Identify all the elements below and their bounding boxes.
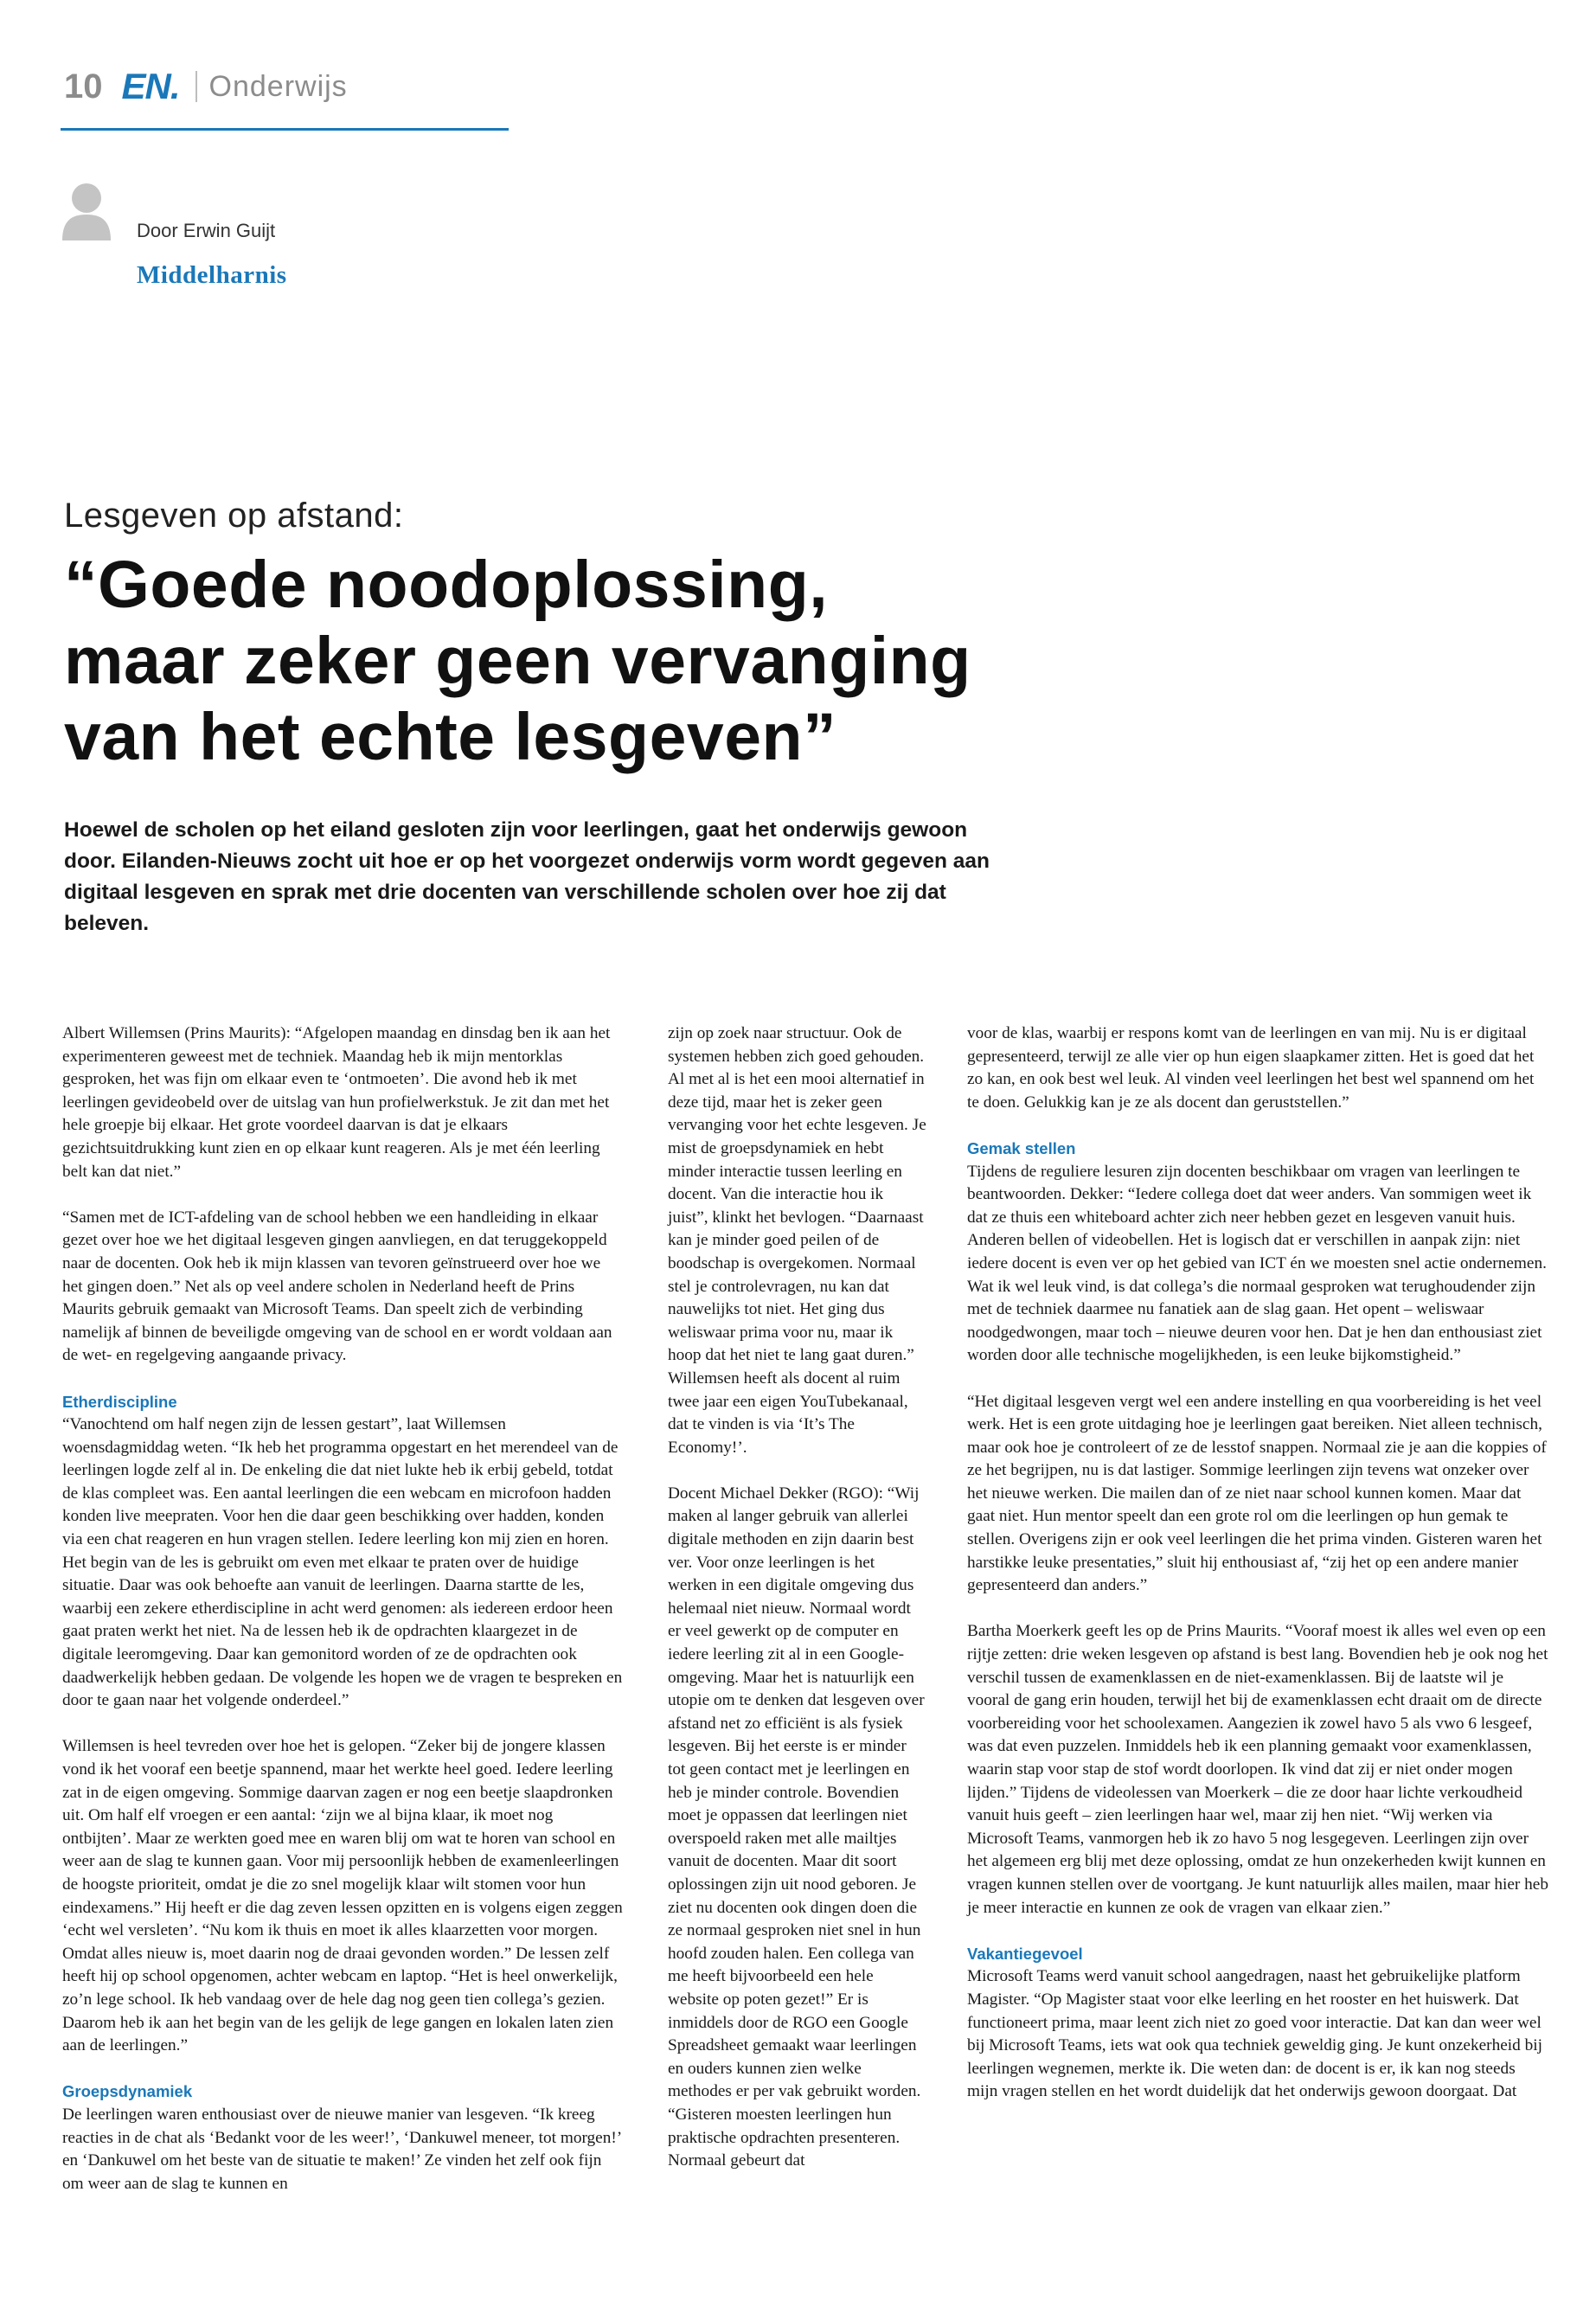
paragraph: “Het digitaal lesgeven vergt wel een andere instelling en qua voorbereiding is het veel werk. Het is een grote uitdaging hoe je leerlingen gaat bereiken. Niet alleen technisch, maar ook hoe je controleert of ze de lesstof snappen. Normaal zie je aan die koppies of ze het begrijpen, nu is dat lastiger. Sommige leerlingen zijn tevens wat onzeker over het nieuwe werken. Die mailen dan of ze niet naar school kunnen komen. Maar dat gaat niet. Hun mentor speelt dan een grote rol om die leerlingen op hun gemak te stellen. Overigens zijn er ook veel leerlingen die het prima vinden. Gisteren waren het harstikke leuke presentaties,” sluit hij enthousiast af, “zij het op een andere manier gepresenteerd dan anders.” <box>967 1392 1547 1595</box>
headline-line: maar zeker geen vervanging <box>64 624 971 698</box>
paragraph: zijn op zoek naar structuur. Ook de systemen hebben zich goed gehouden. Al met al is het een mooi alternatief in deze tijd, maar het is zeker geen vervanging voor het echte lesgeven. Je mist de groepsdynamiek en hebt minder interactie tussen leerling en docent. Van die interactie hou ik juist”, klinkt het bevlogen. “Daarnaast kan je minder goed peilen of de boodschap is overgekomen. Normaal stel je controlevragen, nu kan dat nauwelijks tot niet. Het ging dus weliswaar prima voor nu, maar ik hoop dat het niet te lang gaat duren.” <box>668 1024 926 1365</box>
article-intro: Hoewel de scholen op het eiland gesloten zijn voor leerlingen, gaat het onderwijs gewoon door. Eilanden-Nieuws zocht uit hoe er op het voorgezet onderwijs vorm wordt gegeven aan digitaal lesgeven en sprak met drie docenten van verschillende scholen over hoe zij dat beleven. <box>64 818 990 935</box>
subheading: Vakantiegevoel <box>967 1944 1083 1963</box>
page-number: 10 <box>64 67 103 106</box>
paragraph: Bartha Moerkerk geeft les op de Prins Maurits. “Vooraf moest ik alles wel even op een rijtje zetten: drie weken lesgeven op afstand is best lang. Bovendien heb je ook nog het verschil tussen de examenklassen en de niet-examenklassen. Bij de laatste wil je vooral de gang erin houden, terwijl het bij de examenklassen echt draait om de directe voorbereiding voor het schoolexamen. Aangezien ik zowel havo 5 als vwo 6 lesgeef, was dat even puzzelen. Inmiddels heb ik een planning gemaakt voor examenklassen, waarin stap voor stap de stof wordt doorlopen. Ik vind dat zij er niet onder mogen lijden.” Tijdens de videolessen van Moerkerk – die ze door haar lichte verkoudheid vanuit huis geeft – zien leerlingen haar wel, maar zij hen niet. “Wij werken via Microsoft Teams, vanmorgen heb ik zo havo 5 nog lesgegeven. Leerlingen zijn over het algemeen erg blij met deze oplossing, omdat ze hun onzekerheden kwijt kunnen en vragen kunnen stellen over de voortgang. Je kunt natuurlijk alles mailen, maar hier heb je meer interactie en kunnen ze ook de vragen van elkaar zien.” <box>967 1622 1548 1917</box>
paragraph: “Vanochtend om half negen zijn de lessen gestart”, laat Willemsen woensdagmiddag weten. “Ik heb het programma opgestart en het merendeel van de leerlingen logde zelf al in. De enkeling die dat niet lukte heb ik erbij gebeld, totdat de klas compleet was. Een aantal leerlingen die een webcam en microfoon hadden konden live meepraten. Voor hen die daar geen beschikking over hadden, konden via een chat reageren en hun vragen stellen. Iedere leerling kon mij zien en horen. Het begin van de les is gebruikt om even met elkaar te praten over de huidige situatie. Daar was ook behoefte aan vanuit de leerlingen. Daarna startte de les, waarbij een zekere etherdiscipline in acht werd genomen: als iedereen erdoor heen gaat praten werkt het niet. Na de lessen heb ik de opdrachten klaargezet in de digitale leeromgeving. Daar kan gemonitord worden of ze de opdrachten ook daadwerkelijk hebben gedaan. De volgende les hopen we de vragen te bespreken en door te gaan naar het volgende onderdeel.” <box>62 1415 623 1710</box>
paragraph: De leerlingen waren enthousiast over de nieuwe manier van lesgeven. “Ik kreeg reacties in de chat als ‘Bedankt voor de les weer!’, ‘Dankuwel meneer, tot morgen!’ en ‘Dankuwel om het beste van de situatie te maken!’ Ze vinden het zelf ook fijn om weer aan de slag te kunnen en <box>62 2105 621 2193</box>
page-header <box>64 67 348 106</box>
body-column-3 <box>967 1022 1548 2104</box>
headline-line: van het echte lesgeven” <box>64 700 837 774</box>
paragraph: Microsoft Teams werd vanuit school aangedragen, naast het gebruikelijke platform Magister. “Op Magister staat voor elke leerling en het rooster en het huiswerk. Dat functioneert prima, maar leent zich niet zo goed voor interactie. Dat kan dan weer wel bij Microsoft Teams, iets wat ook qua techniek geweldig ging. Je kunt onzekerheid bij leerlingen wegnemen, merkte ik. Die weten dan: de docent is er, ik kan nog steeds mijn vragen stellen en het wordt duidelijk dat het onderwijs gewoon doorgaat. Dat <box>967 1967 1542 2101</box>
headline-line: “Goede noodoplossing, <box>64 548 829 622</box>
subheading: Groepsdynamiek <box>62 2082 193 2101</box>
paragraph: “Samen met de ICT-afdeling van de school hebben we een handleiding in elkaar gezet over hoe we het digitaal lesgeven gingen aanvliegen, en dat teruggekoppeld naar de docenten. Ook heb ik mijn klassen van tevoren geïnstrueerd over hoe we het gingen doen.” Net als op veel andere scholen in Nederland heeft de Prins Maurits gebruik gemaakt van Microsoft Teams. Dan speelt zich de verbinding namelijk af binnen de beveiligde omgeving van de school en er wordt voldaan aan de wet- en regelgeving aangaande privacy. <box>62 1208 612 1365</box>
person-icon <box>61 182 112 240</box>
section-title: Onderwijs <box>208 69 348 103</box>
body-column-1 <box>62 1022 625 2195</box>
paragraph: Tijdens de reguliere lesuren zijn docenten beschikbaar om vragen van leerlingen te beantwoorden. Dekker: “Iedere collega doet dat weer anders. Van sommigen weet ik dat ze thuis een whiteboard achter zich neer hebben gezet en lesgeven vanuit huis. Anderen bellen of videobellen. Het is logisch dat er verschillen in aanpak zijn: niet iedere docent is even ver op het gebied van ICT én we moesten snel actie ondernemen. Wat ik wel leuk vind, is dat collega’s die normaal gesproken wat terughoudender zijn met de techniek daarmee nu fanatiek aan de slag gaan. Het opent – weliswaar noodgedwongen, maar toch – nieuwe deuren voor hen. Dat je hen dan enthousiast ziet worden door alle technische mogelijkheden, is een leuke bijkomstigheid.” <box>967 1162 1547 1365</box>
dateline-location: Middelharnis <box>137 261 287 289</box>
paragraph: Willemsen is heel tevreden over hoe het is gelopen. “Zeker bij de jongere klassen vond ik het vooraf een beetje spannend, maar het werkte heel goed. Iedere leerling zat in de eigen omgeving. Sommige daarvan zagen er nog een beetje slaapdronken uit. Om half elf vroegen er een aantal: ‘zijn we al bijna klaar, ik moet nog ontbijten’. Maar ze werkten goed mee en waren blij om wat te horen van school en weer aan de slag te kunnen gaan. Voor mij persoonlijk hebben de examenleerlingen de hoogste prioriteit, omdat je die zo snel mogelijk klaar wilt stomen voor hun eindexamens.” Hij heeft er die dag zeven lessen opzitten en is volgens eigen zeggen ‘echt wel versleten’. “Nu kom ik thuis en moet ik alles klaarzetten voor morgen. Omdat alles nieuw is, moet daarin nog de draai gevonden worden.” De lessen zelf heeft hij op school opgenomen, achter webcam en laptop. “Het is heel onwerkelijk, zo’n lege school. Ik heb vandaag over de hele dag nog geen tien collega’s gezien. Daarom heb ik aan het begin van de les gelijk de lege gangen en lokalen laten zien aan de leerlingen.” <box>62 1737 623 2055</box>
newspaper-logo: EN. <box>121 66 180 106</box>
header-separator <box>195 71 197 102</box>
paragraph: Albert Willemsen (Prins Maurits): “Afgelopen maandag en dinsdag ben ik aan het experimenteren geweest met de techniek. Maandag heb ik mijn mentorklas gesproken, het was fijn om elkaar even te ‘ontmoeten’. Die avond heb ik met leerlingen gevideobeld over de uitslag van hun profielwerkstuk. Je zit dan met het hele groepje bij elkaar. Het grote voordeel daarvan is dat je elkaars gezichtsuitdrukking kunt zien en op elkaar kunt reageren. Als je met één leerling belt kan dat niet.” <box>62 1024 611 1181</box>
header-rule <box>61 128 509 131</box>
paragraph: voor de klas, waarbij er respons komt van de leerlingen en van mij. Nu is er digitaal gepresenteerd, terwijl ze alle vier op hun eigen slaapkamer zitten. Het is goed dat het zo kan, en ook best wel leuk. Al vinden veel leerlingen het best wel spannend om het te doen. Gelukkig kan je ze als docent dan geruststellen.” <box>967 1024 1535 1112</box>
subheading: Etherdiscipline <box>62 1392 177 1411</box>
article-headline <box>64 547 1102 775</box>
paragraph: Willemsen heeft als docent al ruim twee jaar een eigen YouTubekanaal, dat te vinden is via ‘It’s The Economy!’. <box>668 1368 908 1457</box>
author-byline: Door Erwin Guijt <box>137 220 276 241</box>
subheading: Gemak stellen <box>967 1138 1076 1157</box>
body-column-2 <box>668 1022 927 2173</box>
paragraph: Docent Michael Dekker (RGO): “Wij maken al langer gebruik van allerlei digitale methoden en zijn daarin best ver. Voor onze leerlingen is het werken in een digitale omgeving dus helemaal niet nieuw. Normaal wordt er veel gewerkt op de computer en iedere leerling zit al in een Google-omgeving. Maar het is natuurlijk een utopie om te denken dat lesgeven over afstand net zo efficiënt is als fysiek lesgeven. Bij het eerste is er minder tot geen contact met je leerlingen en heb je minder controle. Bovendien moet je oppassen dat leerlingen niet overspoeld raken met alle mailtjes vanuit de docenten. Maar dit soort oplossingen zijn uit nood geboren. Je ziet nu docenten ook dingen doen die ze normaal gesproken niet snel in hun hoofd zouden halen. Een collega van me heeft bijvoorbeeld een hele website op poten gezet!” Er is inmiddels door de RGO een Google Spreadsheet gemaakt waar leerlingen en ouders kunnen zien welke methodes er per vak gebruikt worden. “Gisteren moesten leerlingen hun praktische opdrachten presenteren. Normaal gebeurt dat <box>668 1484 925 2170</box>
article-kicker: Lesgeven op afstand: <box>64 497 404 535</box>
